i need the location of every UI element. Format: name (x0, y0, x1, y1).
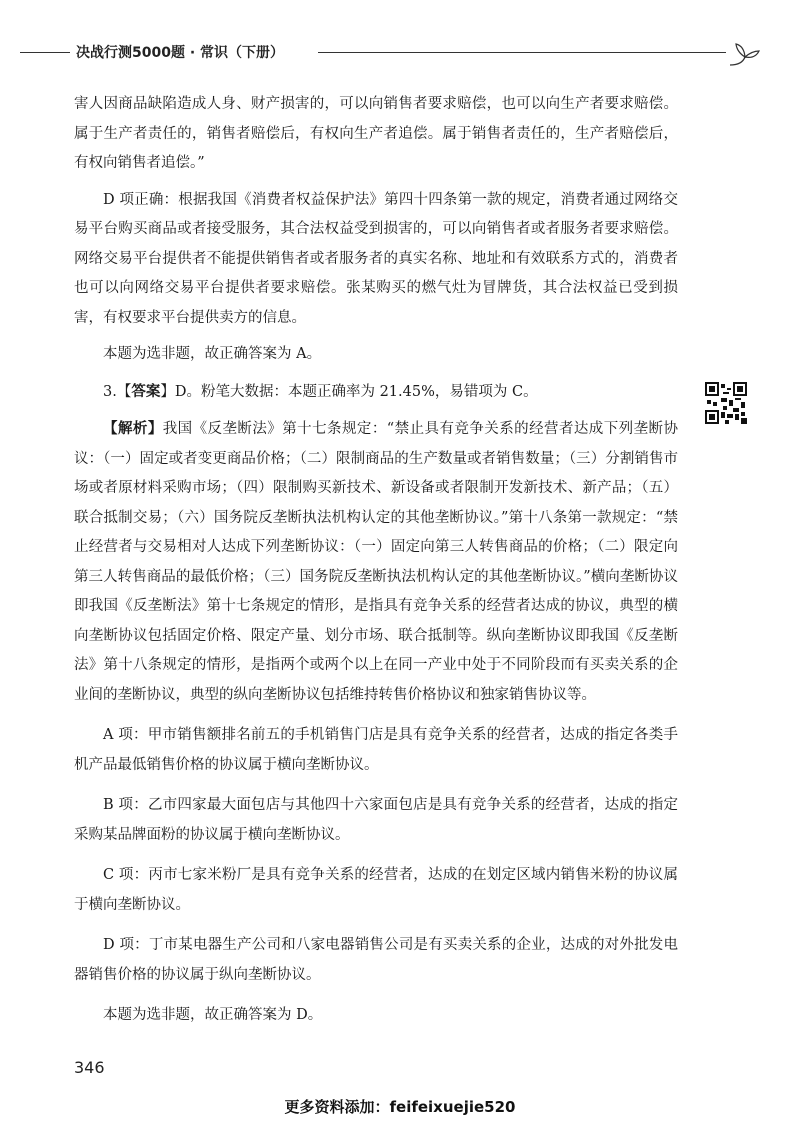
qr-code-icon (705, 382, 747, 424)
header-rule-left (20, 52, 70, 53)
running-header (0, 38, 800, 68)
header-rule-right (318, 52, 726, 53)
analysis-suffix: 】 (147, 420, 163, 437)
answer-text: 】D。粉笔大数据：本题正确率为 21.45%，易错项为 C。 (160, 383, 538, 400)
option-c-paragraph: C 项：丙市七家米粉厂是具有竞争关系的经营者，达成的在划定区域内销售米粉的协议属于横向垄断协议。 (74, 867, 678, 913)
page-number: 346 (74, 1058, 105, 1077)
book-title: 决战行测5000题 · 常识（下册） (76, 45, 285, 61)
answer-label: 答案 (131, 382, 161, 400)
analysis-label: 解析 (117, 420, 148, 437)
option-b-paragraph: B 项：乙市四家最大面包店与其他四十六家面包店是具有竞争关系的经营者，达成的指定采购某品牌面粉的协议属于横向垄断协议。 (74, 797, 678, 843)
answer-line (74, 377, 678, 408)
answer-prefix: 3.【 (103, 383, 132, 400)
option-a-paragraph: A 项：甲市销售额排名前五的手机销售门店是具有竞争关系的经营者，达成的指定各类手机产品最低销售价格的协议属于横向垄断协议。 (74, 727, 678, 773)
analysis-prefix: 【 (103, 420, 118, 437)
paragraph-option-d-explanation: D 项正确：根据我国《消费者权益保护法》第四十四条第一款的规定，消费者通过网络交易平台购买商品或者接受服务，其合法权益受到损害的，可以向销售者或者服务者要求赔偿。网络交易平台提供者不能提供销售者或者服务者的真实名称、地址和有效联系方式的，消费者也可以向网络交易平台提供者要求赔偿。张某购买的燃气灶为冒牌货，其合法权益已受到损害，有权要求平台提供卖方的信息。 (74, 191, 678, 326)
analysis-text: 我国《反垄断法》第十七条规定：“禁止具有竞争关系的经营者达成下列垄断协议：（一）固定或者变更商品价格；（二）限制商品的生产数量或者销售数量；（三）分割销售市场或者原材料采购市场；（四）限制购买新技术、新设备或者限制开发新技术、新产品；（五）联合抵制交易；（六）国务院反垄断执法机构认定的其他垄断协议。”第十八条第一款规定：“禁止经营者与交易相对人达成下列垄断协议：（一）固定向第三人转售商品的价格；（二）限定向第三人转售商品的最低价格；（三）国务院反垄断执法机构认定的其他垄断协议。”横向垄断协议即我国《反垄断法》第十七条规定的情形，是指具有竞争关系的经营者达成的协议，典型的横向垄断协议包括固定价格、限定产量、划分市场、联合抵制等。纵向垄断协议即我国《反垄断法》第十八条规定的情形，是指两个或两个以上在同一产业中处于不同阶段而有买卖关系的企业间的垄断协议，典型的纵向垄断协议包括维持转售价格协议和独家销售协议等。 (74, 421, 678, 703)
footer-note: 更多资料添加：feifeixuejie520 (284, 1098, 516, 1116)
final-conclusion: 本题为选非题，故正确答案为 D。 (103, 1007, 323, 1023)
paragraph-conclusion-2: 本题为选非题，故正确答案为 A。 (103, 346, 322, 362)
page-body (74, 90, 678, 1031)
analysis-paragraph (74, 414, 678, 710)
paragraph-continuation: 害人因商品缺陷造成人身、财产损害的，可以向销售者要求赔偿，也可以向生产者要求赔偿。属于生产者责任的，销售者赔偿后，有权向生产者追偿。属于销售者责任的，生产者赔偿后，有权向销售者追偿。” (74, 96, 678, 171)
option-d-paragraph: D 项：丁市某电器生产公司和八家电器销售公司是有买卖关系的企业，达成的对外批发电器销售价格的协议属于纵向垄断协议。 (74, 937, 678, 983)
sprout-icon (728, 38, 762, 68)
